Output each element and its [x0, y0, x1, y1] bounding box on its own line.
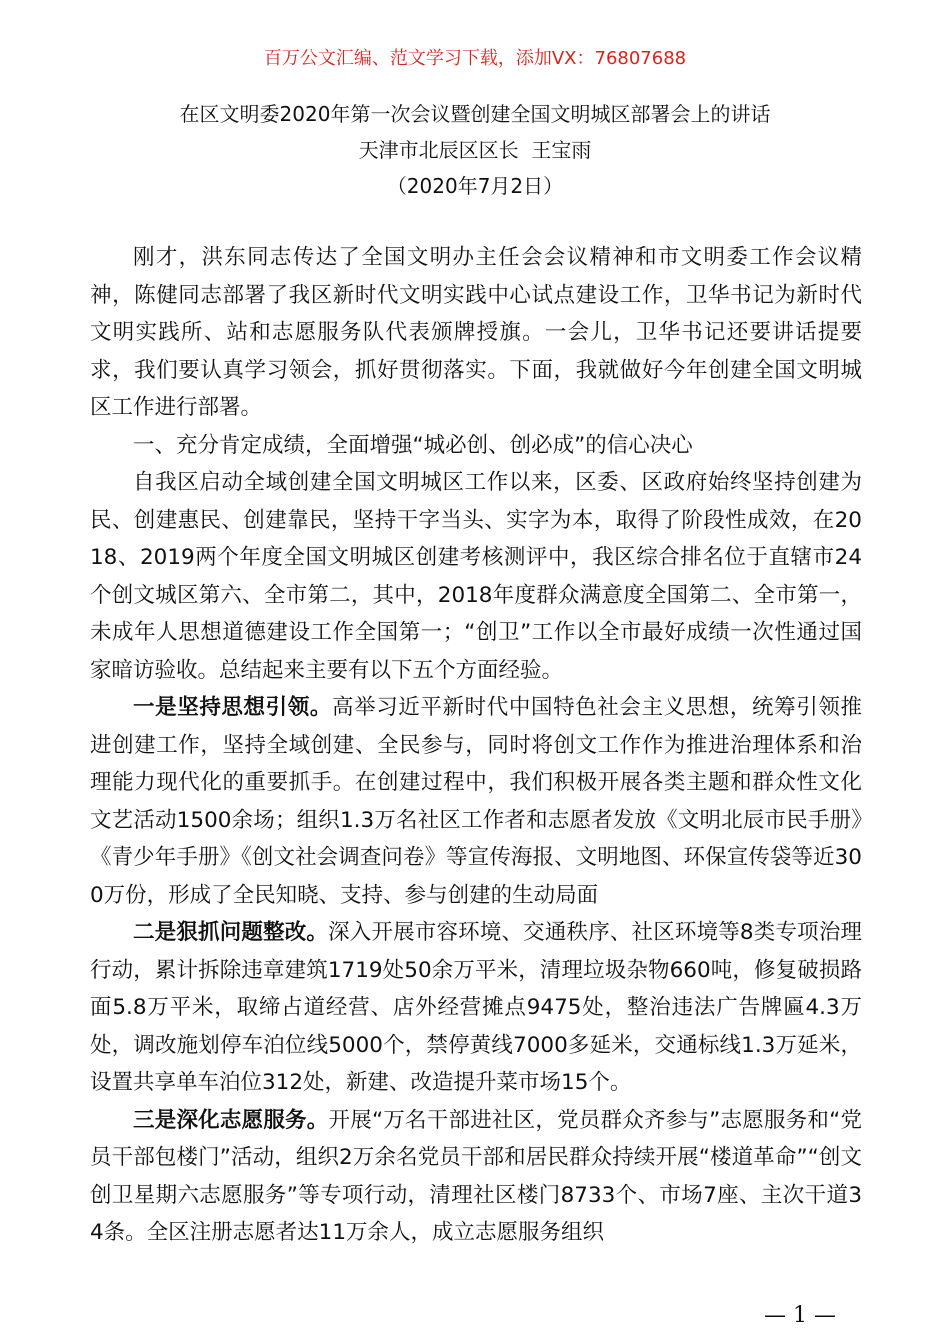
paragraph-text: 深入开展市容环境、交通秩序、社区环境等8类专项治理行动，累计拆除违章建筑1719处50余万平米，清理垃圾杂物660吨，修复破损路面5.8万平米，取缔占道经营、店外经营摊点9475处，整治违法广告牌匾4.3万处，调改施划停车泊位线5000个，禁停黄线7000多延米，交通标线1.3万延米，设置共享单车泊位312处，新建、改造提升菜市场15个。 — [90, 920, 862, 1095]
paragraph-text: 高举习近平新时代中国特色社会主义思想，统筹引领推进创建工作，坚持全域创建、全民参与，同时将创文工作作为推进治理体系和治理能力现代化的重要抓手。在创建过程中，我们积极开展各类主题和群众性文化文艺活动1500余场；组织1.3万名社区工作者和志愿者发放《文明北辰市民手册》《青少年手册》《创文社会调查问卷》等宣传海报、文明地图、环保宣传袋等近300万份，形成了全民知晓、支持、参与创建的生动局面 — [90, 695, 862, 908]
page-number: — 1 — — [764, 1303, 836, 1328]
promo-banner: 百万公文汇编、范文学习下载，添加VX：76807688 — [263, 48, 687, 69]
paragraph-point-3 — [90, 1102, 862, 1252]
paragraph-point-1 — [90, 689, 862, 914]
paragraph-point-2 — [90, 914, 862, 1102]
point-lead: 三是深化志愿服务。 — [133, 1107, 329, 1133]
speech-date: （2020年7月2日） — [386, 174, 564, 198]
section-heading-text: 一、充分肯定成绩，全面增强“城必创、创必成”的信心决心 — [133, 432, 693, 458]
document-header — [0, 96, 950, 204]
document-body — [90, 239, 862, 1252]
paragraph-text: 开展“万名干部进社区，党员群众齐参与”志愿服务和“党员干部包楼门”活动，组织2万余名党员干部和居民群众持续开展“楼道革命”“创文创卫星期六志愿服务”等专项行动，清理社区楼门8733个、市场7座、主次干道34条。全区注册志愿者达11万余人，成立志愿服务组织 — [90, 1107, 862, 1245]
document-title: 在区文明委2020年第一次会议暨创建全国文明城区部署会上的讲话 — [179, 102, 771, 126]
point-lead: 二是狠抓问题整改。 — [133, 920, 329, 945]
paragraph-text: 自我区启动全域创建全国文明城区工作以来，区委、区政府始终坚持创建为民、创建惠民、创建靠民，坚持干字当头、实字为本，取得了阶段性成效，在2018、2019两个年度全国文明城区创建考核测评中，我区综合排名位于直辖市24个创文城区第六、全市第二，其中，2018年度群众满意度全国第二、全市第一，未成年人思想道德建设工作全国第一；“创卫”工作以全市最好成绩一次性通过国家暗访验收。总结起来主要有以下五个方面经验。 — [90, 470, 862, 683]
speaker-line: 天津市北辰区区长 王宝雨 — [358, 138, 592, 162]
paragraph-text: 刚才，洪东同志传达了全国文明办主任会会议精神和市文明委工作会议精神，陈健同志部署了我区新时代文明实践中心试点建设工作，卫华书记为新时代文明实践所、站和志愿服务队代表颁牌授旗。一会儿，卫华书记还要讲话提要求，我们要认真学习领会，抓好贯彻落实。下面，我就做好今年创建全国文明城区工作进行部署。 — [90, 245, 862, 420]
paragraph-achievements — [90, 464, 862, 689]
section-heading-1 — [90, 427, 862, 465]
point-lead: 一是坚持思想引领。 — [133, 695, 332, 720]
paragraph-intro — [90, 239, 862, 427]
